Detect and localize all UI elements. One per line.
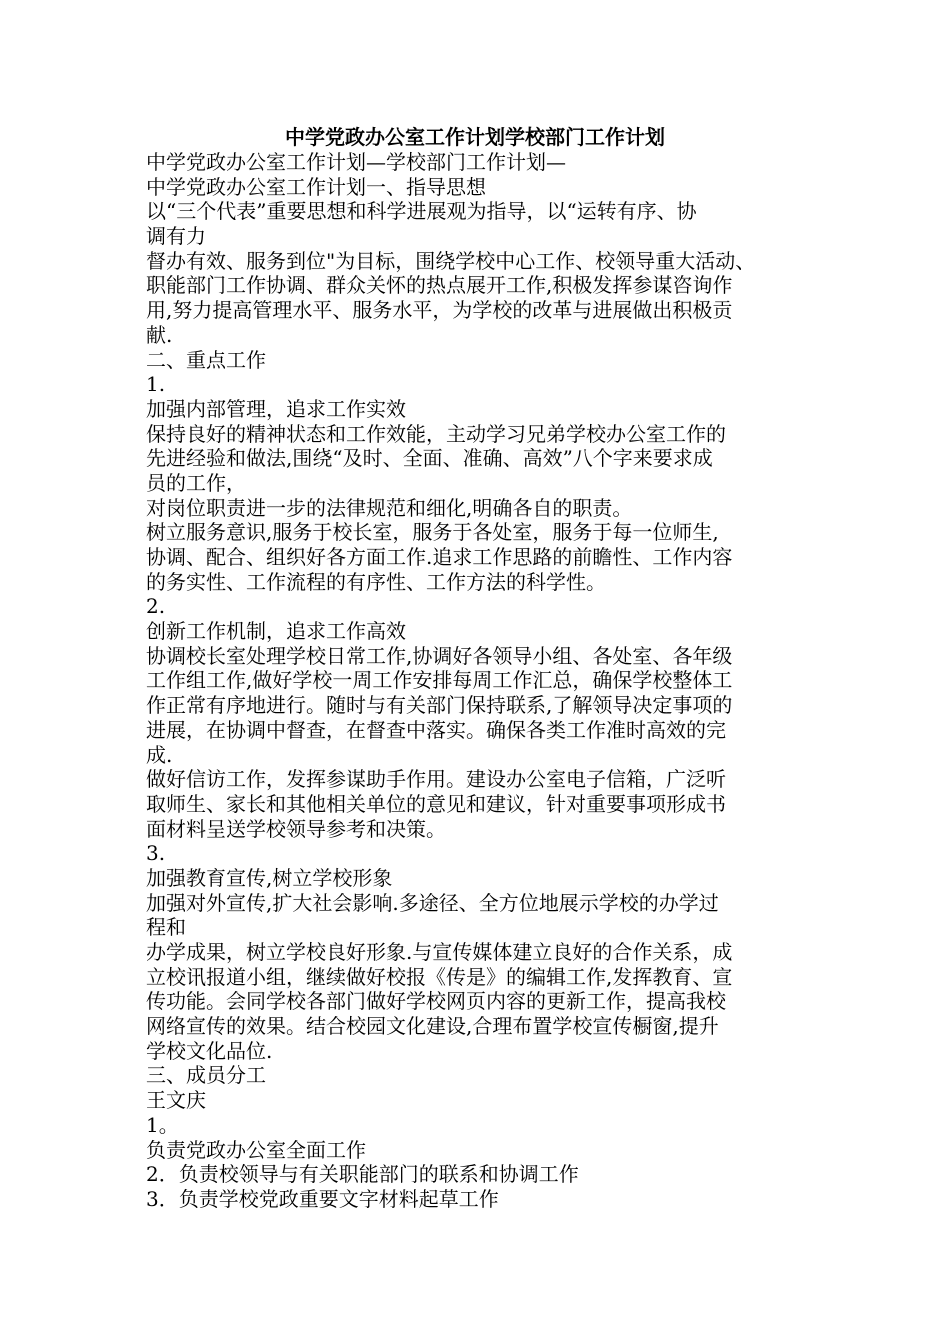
body-text-line: 1.: [146, 372, 166, 397]
document-body: [146, 150, 822, 1212]
body-text-line: 办学成果，树立学校良好形象.与宣传媒体建立良好的合作关系，成: [146, 940, 733, 964]
body-text-line: 职能部门工作协调、群众关怀的热点展开工作,积极发挥参谋咨询作: [146, 273, 733, 298]
body-text-line: 学校文化品位.: [146, 1038, 273, 1063]
body-text-line: 保持良好的精神状态和工作效能，主动学习兄弟学校办公室工作的: [146, 421, 726, 446]
body-text-line: 负责党政办公室全面工作: [146, 1137, 366, 1162]
body-text-line: 成.: [146, 742, 173, 767]
body-text-line: 树立服务意识,服务于校长室，服务于各处室，服务于每一位师生,: [146, 520, 719, 545]
body-text-line: 督办有效、服务到位"为目标，围绕学校中心工作、校领导重大活动、: [146, 248, 756, 273]
body-text-line: 献.: [146, 322, 173, 347]
body-text-line: 三、成员分工: [146, 1063, 266, 1088]
body-text-line: 进展，在协调中督查，在督查中落实。确保各类工作准时高效的完: [146, 717, 726, 742]
body-text-line: 加强对外宣传,扩大社会影响.多途径、全方位地展示学校的办学过: [146, 890, 719, 915]
body-text-line: 网络宣传的效果。结合校园文化建设,合理布置学校宣传橱窗,提升: [146, 1014, 719, 1039]
body-text-line: 工作组工作,做好学校一周工作安排每周工作汇总，确保学校整体工: [146, 668, 733, 693]
body-text-line: 做好信访工作，发挥参谋助手作用。建设办公室电子信箱，广泛听: [146, 767, 726, 792]
body-text-line: 先进经验和做法,围绕“及时、全面、准确、高效”八个字来要求成: [146, 446, 713, 471]
body-text-line: 程和: [146, 915, 186, 940]
body-text-line: 对岗位职责进一步的法律规范和细化,明确各自的职责。: [146, 495, 633, 520]
body-text-line: 协调、配合、组织好各方面工作.追求工作思路的前瞻性、工作内容: [146, 545, 733, 569]
body-text-line: 立校讯报道小组，继续做好校报《传是》的编辑工作,发挥教育、宣: [146, 964, 733, 989]
body-text-line: 协调校长室处理学校日常工作,协调好各领导小组、各处室、各年级: [146, 643, 733, 668]
body-text-line: 2.: [146, 594, 166, 619]
body-text-line: 加强内部管理，追求工作实效: [146, 396, 406, 421]
body-text-line: 面材料呈送学校领导参考和决策。: [146, 816, 446, 841]
body-text-line: 传功能。会同学校各部门做好学校网页内容的更新工作，提高我校: [146, 989, 726, 1014]
body-text-line: 创新工作机制，追求工作高效: [146, 619, 406, 644]
body-text-line: 员的工作，: [146, 470, 246, 495]
body-text-line: 二、重点工作: [146, 347, 266, 372]
body-text-line: 1。: [146, 1112, 179, 1137]
body-text-line: 3.: [146, 841, 166, 866]
body-text-line: 调有力: [146, 224, 206, 249]
body-text-line: 取师生、家长和其他相关单位的意见和建议，针对重要事项形成书: [146, 791, 726, 816]
body-text-line: 的务实性、工作流程的有序性、工作方法的科学性。: [146, 569, 606, 594]
body-text-line: 2．负责校领导与有关职能部门的联系和协调工作: [146, 1162, 579, 1187]
body-text-line: 用,努力提高管理水平、服务水平，为学校的改革与进展做出积极贡: [146, 298, 733, 323]
body-text-line: 作正常有序地进行。随时与有关部门保持联系,了解领导决定事项的: [146, 693, 733, 718]
body-text-line: 王文庆: [146, 1088, 206, 1113]
body-text-line: 加强教育宣传,树立学校形象: [146, 865, 393, 890]
body-text-line: 中学党政办公室工作计划一、指导思想: [146, 174, 486, 199]
body-text-line: 3．负责学校党政重要文字材料起草工作: [146, 1186, 499, 1211]
body-text-line: 以“三个代表”重要思想和科学进展观为指导，以“运转有序、协: [146, 199, 697, 224]
document-title: 中学党政办公室工作计划学校部门工作计划: [285, 125, 665, 149]
body-text-line: 中学党政办公室工作计划—学校部门工作计划—: [146, 150, 566, 174]
